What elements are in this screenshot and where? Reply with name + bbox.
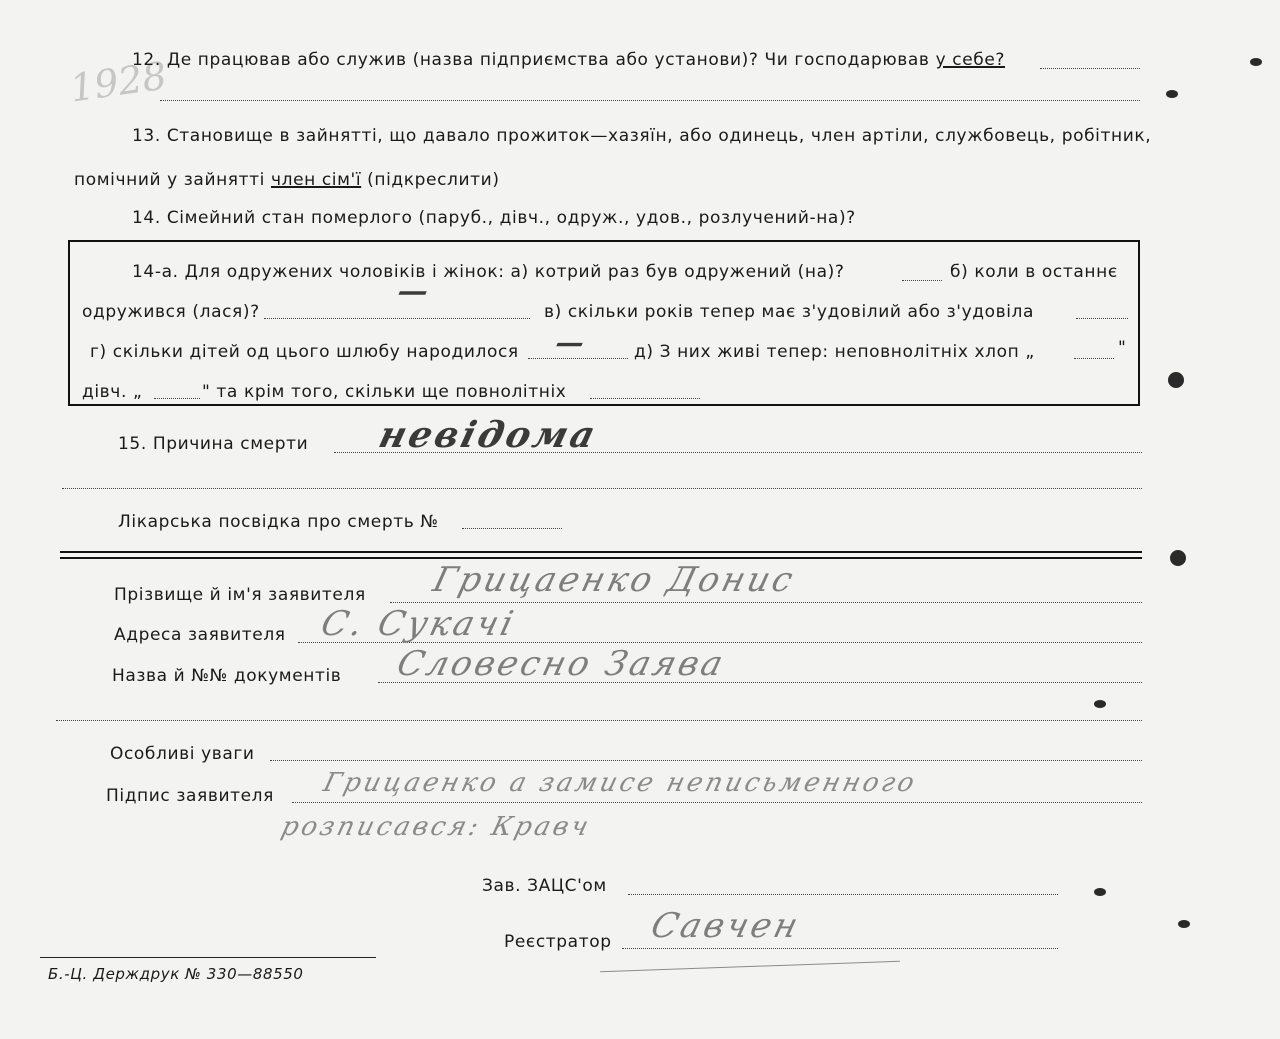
q12-fill-line — [1040, 68, 1140, 69]
q15-label: 15. Причина смерти — [118, 434, 309, 454]
q14a-line-1-b: б) коли в останнє — [950, 262, 1118, 282]
applicant-signature-fill — [292, 802, 1142, 803]
q14a-line-3-a: г) скільки дітей од цього шлюбу народилося — [90, 342, 519, 362]
applicant-signature-label: Підпис заявителя — [106, 786, 274, 806]
punch-hole — [1178, 920, 1190, 928]
medical-fill — [462, 528, 562, 529]
applicant-notes-label: Особливі уваги — [110, 744, 255, 764]
punch-hole — [1168, 372, 1184, 388]
q13-line-2-end: (підкреслити) — [361, 170, 500, 190]
medical-label: Лікарська посвідка про смерть № — [118, 512, 439, 532]
q14a-line-4-b: " та крім того, скільки ще повнолітніх — [202, 382, 567, 402]
q14a-dash-married: — — [393, 274, 436, 309]
q14a-line-2-a: одружився (лася)? — [82, 302, 260, 322]
applicant-notes-fill — [270, 760, 1142, 761]
q14a-fill-2 — [264, 318, 530, 319]
q14a-fill-1 — [902, 280, 942, 281]
q14a-line-1-a: 14-а. Для одружених чоловіків і жінок: а) котрий раз був одружений (на)? — [132, 262, 845, 282]
applicant-docs-value: Словесно Заява — [393, 644, 730, 684]
q14a-fill-3 — [1076, 318, 1128, 319]
q14a-fill-5 — [1074, 358, 1114, 359]
q13-underlined: член сім'ї — [270, 170, 362, 190]
section-divider-bottom — [60, 557, 1142, 559]
q12-text: 12. Де працював або служив (назва підприємства або установи)? Чи господарював — [132, 50, 930, 70]
q14a-fill-7 — [590, 398, 700, 399]
registrar-flourish — [600, 961, 900, 972]
q14a-line-3-b: д) З них живі тепер: неповнолітніх хлоп „ — [634, 342, 1035, 362]
applicant-signature-value-2: розписався: Кравч — [278, 812, 595, 842]
applicant-docs-fill-2 — [56, 720, 1142, 721]
q14a-line-2-b: в) скільки років тепер має з'удовілий або з'удовіла — [544, 302, 1035, 322]
applicant-docs-label: Назва й №№ документів — [112, 666, 342, 686]
footer-rule — [40, 957, 376, 958]
q14a-fill-6 — [154, 398, 200, 399]
office-head-label: Зав. ЗАЦС'ом — [482, 876, 607, 896]
footer-printer: Б.-Ц. Держдрук № 330—88550 — [48, 965, 304, 983]
punch-hole — [1250, 58, 1262, 66]
q14a-line-3-c: " — [1118, 338, 1127, 358]
section-divider-top — [60, 551, 1142, 553]
q14a-dash-children: — — [551, 326, 592, 359]
margin-pencil-note: 1928 — [67, 53, 170, 111]
office-registrar-label: Реєстратор — [504, 932, 612, 952]
applicant-address-value: С. Сукачі — [317, 604, 520, 644]
applicant-signature-value-1: Грицаенко а замисе неписьменного — [320, 768, 921, 798]
q13-line-2 — [74, 170, 500, 190]
applicant-name-value: Грицаенко Донис — [429, 560, 800, 600]
q14a-line-4-a: дівч. „ — [82, 382, 143, 402]
applicant-name-label: Прізвище й ім'я заявителя — [114, 585, 366, 605]
office-registrar-fill — [622, 948, 1058, 949]
office-head-fill — [628, 894, 1058, 895]
q12-underlined: у себе? — [935, 50, 1006, 70]
q15-fill-2 — [62, 488, 1142, 489]
q14-line: 14. Сімейний стан померлого (паруб., дівч., одруж., удов., розлучений-на)? — [132, 208, 856, 228]
q12-line — [132, 50, 1005, 70]
q14a-line-1 — [132, 262, 844, 282]
punch-hole — [1094, 700, 1106, 708]
q12-fill-line-2 — [160, 100, 1140, 101]
office-registrar-signature: Савчен — [647, 906, 805, 946]
punch-hole — [1094, 888, 1106, 896]
applicant-name-fill — [390, 602, 1142, 603]
punch-hole — [1166, 90, 1178, 98]
punch-hole — [1170, 550, 1186, 566]
applicant-address-label: Адреса заявителя — [114, 625, 286, 645]
q13-line-2-start: помічний у зайнятті — [74, 170, 271, 190]
q15-value: невідома — [374, 414, 603, 456]
q13-line-1: 13. Становище в зайнятті, що давало прожиток—хазяїн, або одинець, член артіли, службовець, робітник, — [132, 126, 1152, 146]
